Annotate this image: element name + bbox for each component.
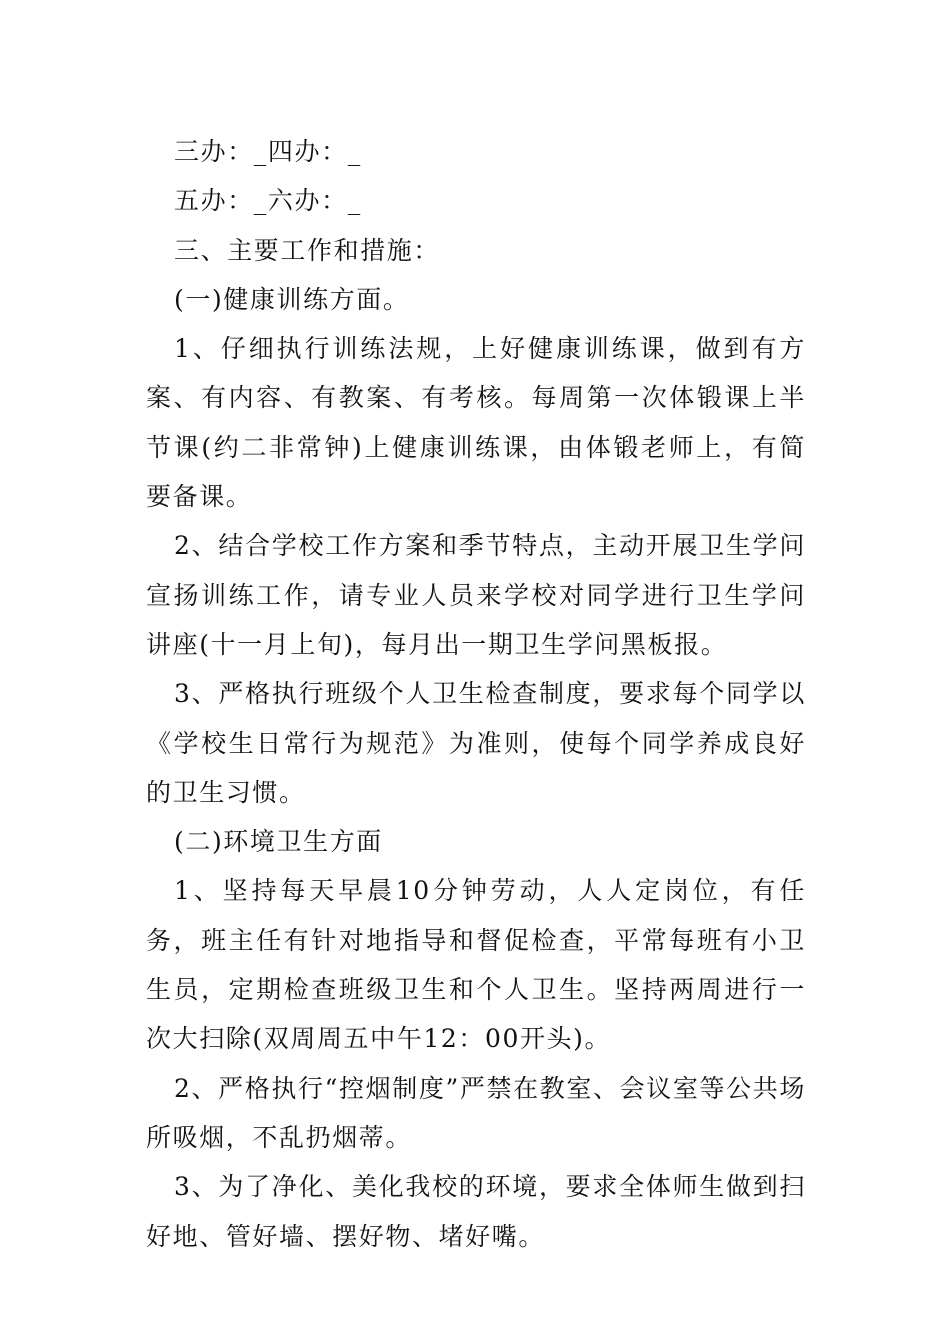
paragraph-environment-1: 1、坚持每天早晨10分钟劳动，人人定岗位，有任务，班主任有针对地指导和督促检查，平常每班有小卫生员，定期检查班级卫生和个人卫生。坚持两周进行一次大扫除(双周周五中午12：00开头)。 xyxy=(146,876,806,1054)
paragraph-health-1: 1、仔细执行训练法规，上好健康训练课，做到有方案、有内容、有教案、有考核。每周第一次体锻课上半节课(约二非常钟)上健康训练课，由体锻老师上，有简要备课。 xyxy=(146,334,806,512)
paragraph-environment-2: 2、严格执行“控烟制度”严禁在教室、会议室等公共场所吸烟，不乱扔烟蒂。 xyxy=(146,1073,806,1152)
paragraph-health-3: 3、严格执行班级个人卫生检查制度，要求每个同学以《学校生日常行为规范》为准则，使每个同学养成良好的卫生习惯。 xyxy=(146,679,806,807)
section-heading-main-work: 三、主要工作和措施： xyxy=(174,235,441,265)
paragraph-environment-3: 3、为了净化、美化我校的环境，要求全体师生做到扫好地、管好墙、摆好物、堵好嘴。 xyxy=(146,1172,806,1251)
office-line-3-4: 三办：_四办：_ xyxy=(174,137,362,166)
subsection-heading-health-training: (一)健康训练方面。 xyxy=(174,284,410,314)
subsection-heading-environment: (二)环境卫生方面 xyxy=(174,827,383,857)
document-body xyxy=(146,127,806,1261)
paragraph-health-2: 2、结合学校工作方案和季节特点，主动开展卫生学问宣扬训练工作，请专业人员来学校对同学进行卫生学问讲座(十一月上旬)，每月出一期卫生学问黑板报。 xyxy=(146,531,806,659)
office-line-5-6: 五办：_六办：_ xyxy=(174,186,362,216)
